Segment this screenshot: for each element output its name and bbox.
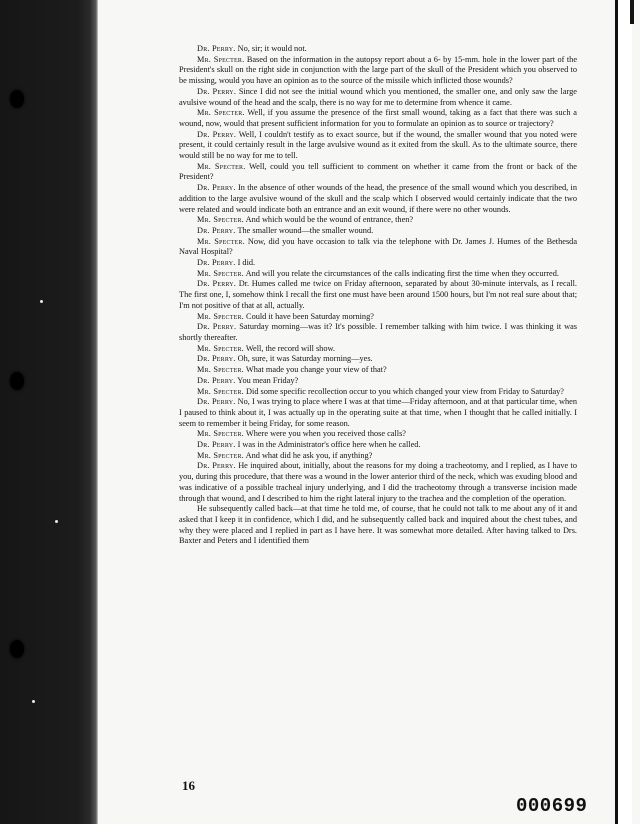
transcript-paragraph bbox=[179, 87, 577, 108]
testimony-text: Since I did not see the initial wound which you mentioned, the smaller one, and only saw the large avulsive wound of the head and the scalp, there is no way for me to determine from whence it came. bbox=[179, 86, 577, 107]
page-right-edge bbox=[615, 0, 632, 824]
transcript-paragraph bbox=[179, 504, 577, 547]
edge-mark bbox=[630, 0, 634, 24]
transcript-paragraph bbox=[179, 162, 577, 183]
document-number: 000699 bbox=[516, 795, 588, 817]
scan-speck bbox=[40, 300, 43, 303]
page-number: 16 bbox=[182, 778, 195, 793]
testimony-text: Dr. Humes called me twice on Friday afternoon, separated by about 30-minute intervals, as I recall. The first one, I, somehow think I recall the first one must have been around 1500 hours, but I'm not real sure about that; I'm not positive of that at all, actually. bbox=[179, 279, 577, 310]
scan-speck bbox=[55, 520, 58, 523]
testimony-text: No, I was trying to place where I was at that time—Friday afternoon, and at that particular time, when I paused to think about it, I was actually up in the operating suite at that time, when I thought that he called initially. I seem to remember it being Friday, for some reason. bbox=[179, 397, 577, 428]
speaker-label: Dr. Perry. bbox=[197, 279, 237, 289]
speaker-label: Dr. Perry. bbox=[197, 461, 236, 471]
transcript-paragraph bbox=[179, 44, 577, 55]
testimony-text: You mean Friday? bbox=[237, 375, 299, 385]
speaker-label: Dr. Perry. bbox=[197, 397, 236, 407]
testimony-text: And will you relate the circumstances of the calls indicating first the time when they occurred. bbox=[245, 268, 559, 278]
speaker-label: Mr. Specter. bbox=[197, 365, 244, 375]
testimony-text: Well, the record will show. bbox=[245, 343, 336, 353]
scan-speck bbox=[32, 700, 35, 703]
speaker-label: Dr. Perry. bbox=[197, 86, 237, 96]
transcript-paragraph bbox=[179, 237, 577, 258]
speaker-label: Dr. Perry. bbox=[197, 183, 236, 193]
testimony-text: Well, if you assume the presence of the first small wound, taking as a fact that there was such a wound, now, would that present sufficient information for you to formulate an opinion as to source or trajectory? bbox=[179, 108, 577, 128]
testimony-text: And what did he ask you, if anything? bbox=[245, 450, 373, 460]
speaker-label: Dr. Perry. bbox=[197, 225, 236, 235]
transcript-paragraph bbox=[179, 365, 577, 376]
speaker-label: Mr. Specter. bbox=[197, 215, 244, 225]
transcript-paragraph bbox=[179, 461, 577, 504]
speaker-label: Dr. Perry. bbox=[197, 375, 236, 385]
speaker-label: Mr. Specter. bbox=[197, 450, 244, 460]
speaker-label: Mr. Specter. bbox=[197, 54, 245, 64]
testimony-text: Could it have been Saturday morning? bbox=[246, 311, 374, 321]
speaker-label: Mr. Specter. bbox=[197, 236, 245, 246]
testimony-text: I did. bbox=[237, 258, 256, 268]
testimony-text: The smaller wound—the smaller wound. bbox=[237, 225, 374, 235]
transcript-paragraph bbox=[179, 269, 577, 280]
transcript-paragraph bbox=[179, 226, 577, 237]
testimony-text: Saturday morning—was it? It's possible. I remember talking with him twice. I was thinking it was shortly thereafter. bbox=[179, 322, 578, 342]
speaker-label: Mr. Specter. bbox=[197, 343, 244, 353]
speaker-label: Mr. Specter. bbox=[197, 386, 244, 396]
speaker-label: Dr. Perry. bbox=[197, 440, 236, 450]
transcript-paragraph bbox=[179, 344, 577, 355]
transcript-paragraph bbox=[179, 451, 577, 462]
testimony-text: He subsequently called back—at that time he told me, of course, that he could not talk to me about any of it and asked that I keep it in confidence, which I did, and he subsequently called back and inquired about the chest tubes, and why they were placed and I replied in part as I have here. It was somewhat more detailed. After having talked to Drs. Baxter and Peters and I identified them bbox=[179, 504, 577, 546]
transcript-paragraph bbox=[179, 354, 577, 365]
transcript-paragraph bbox=[179, 130, 577, 162]
speaker-label: Dr. Perry. bbox=[197, 129, 237, 139]
transcript-paragraph bbox=[179, 183, 577, 215]
punch-hole bbox=[10, 640, 24, 658]
testimony-text: Oh, sure, it was Saturday morning—yes. bbox=[237, 354, 373, 364]
speaker-label: Dr. Perry. bbox=[197, 258, 236, 268]
testimony-text: And which would be the wound of entrance, then? bbox=[245, 215, 414, 225]
testimony-text: Now, did you have occasion to talk via the telephone with Dr. James J. Humes of the Bethesda Naval Hospital? bbox=[179, 236, 577, 257]
transcript-paragraph bbox=[179, 322, 577, 343]
speaker-label: Dr. Perry. bbox=[197, 322, 237, 332]
transcript-paragraph bbox=[179, 312, 577, 323]
transcript-paragraph bbox=[179, 429, 577, 440]
transcript-paragraph bbox=[179, 108, 577, 129]
transcript-paragraph bbox=[179, 387, 577, 398]
transcript-paragraph bbox=[179, 215, 577, 226]
speaker-label: Mr. Specter. bbox=[197, 268, 244, 278]
speaker-label: Dr. Perry. bbox=[197, 44, 236, 53]
speaker-label: Mr. Specter. bbox=[197, 311, 244, 321]
testimony-text: Well, I couldn't testify as to exact source, but if the wound, the smaller wound that you noted were present, it could certainly result in the large avulsive wound as it exited from the skull. As to the ultimate source, there would still be no way for me to tell. bbox=[179, 129, 577, 161]
speaker-label: Mr. Specter. bbox=[197, 108, 245, 118]
speaker-label: Dr. Perry. bbox=[197, 354, 236, 364]
punch-hole bbox=[10, 90, 24, 108]
testimony-text: Where were you when you received those calls? bbox=[245, 429, 406, 439]
transcript-paragraph bbox=[179, 440, 577, 451]
punch-hole bbox=[10, 372, 24, 390]
testimony-text: He inquired about, initially, about the reasons for my doing a tracheotomy, and I replied, as I have to you, during this procedure, that there was a wound in the lower anterior third of the neck, which was exuding blood and was indicative of a possible tracheal injury underlying, and I did the tracheotomy through a transverse incision made through that wound, and I described to him the right lateral injury to the trachea and the completion of the operation. bbox=[179, 461, 577, 503]
testimony-text: Well, could you tell sufficient to comment on whether it came from the front or back of the President? bbox=[179, 161, 577, 182]
transcript-paragraph bbox=[179, 376, 577, 387]
testimony-text: Did some specific recollection occur to you which changed your view from Friday to Saturday? bbox=[246, 386, 564, 396]
transcript-paragraph bbox=[179, 397, 577, 429]
transcript-paragraph bbox=[179, 258, 577, 269]
transcript-paragraph bbox=[179, 279, 577, 311]
testimony-text: Based on the information in the autopsy report about a 6- by 15-mm. hole in the lower part of the President's skull on the right side in conjunction with the large part of the skull of the President which you observed to be missing, would you have an opinion as to the source of the missile which inflicted those wounds? bbox=[179, 54, 578, 86]
binding-shadow bbox=[0, 0, 98, 824]
speaker-label: Mr. Specter. bbox=[197, 161, 246, 171]
testimony-text: What made you change your view of that? bbox=[245, 365, 387, 375]
testimony-transcript bbox=[179, 44, 577, 547]
testimony-text: No, sir; it would not. bbox=[237, 44, 307, 53]
testimony-text: I was in the Administrator's office here when he called. bbox=[237, 440, 421, 450]
transcript-paragraph bbox=[179, 55, 577, 87]
speaker-label: Mr. Specter. bbox=[197, 429, 244, 439]
testimony-text: In the absence of other wounds of the head, the presence of the small wound which you described, in addition to the large avulsive wound of the skull and the scalp which I observed would certainly indicate that the two were related and would indicate both an entrance and an exit wound, if there were no other wounds. bbox=[179, 183, 577, 214]
